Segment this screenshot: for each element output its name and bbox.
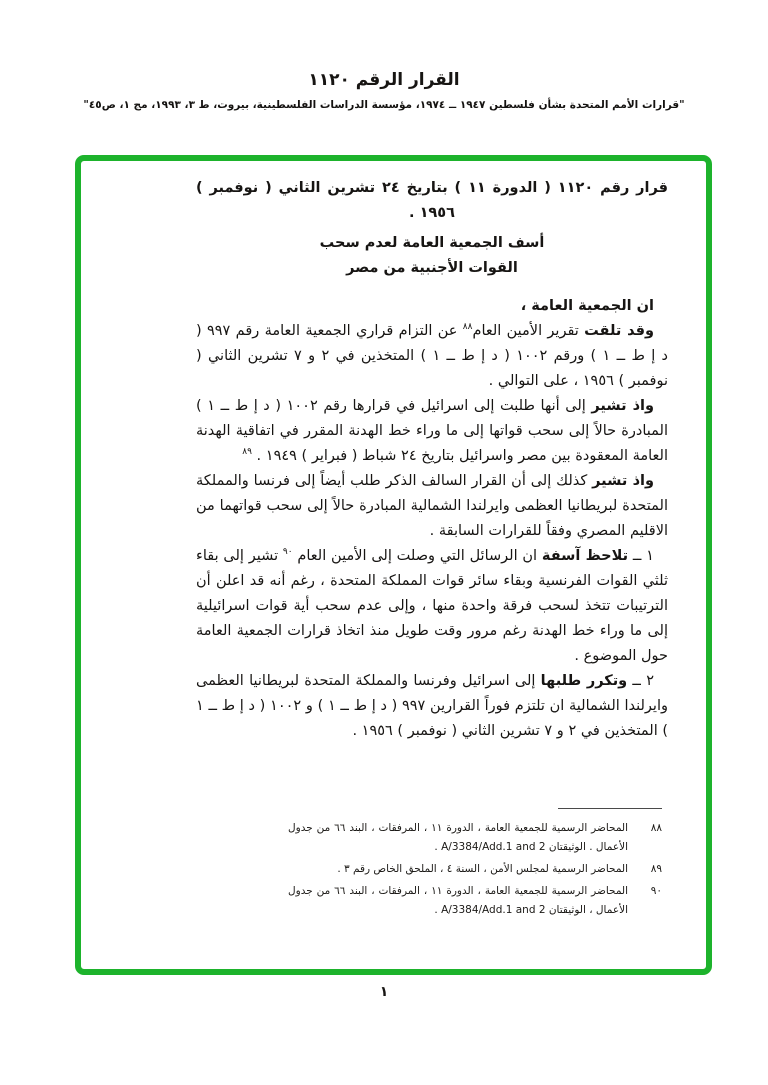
paragraph-text: ان الرسائل التي وصلت إلى الأمين العام [292,548,542,564]
item-number: ١ ــ [628,548,654,564]
footnote-number: ٩٠ [650,885,662,897]
footnote-ref-89: ٨٩ [242,447,252,458]
footnote-88 [288,819,662,857]
paragraph-recall-israel [196,394,668,469]
footnote-text: المحاضر الرسمية للجمعية العامة ، الدورة ١١ ، المرفقات ، البند ٦٦ من جدول الأعمال ، الوثيقتان A/3384/Add.1 and 2 . [288,885,629,916]
paragraph-text: إلى اسرائيل وفرنسا والمملكة المتحدة لبريطانيا العظمى وايرلندا الشمالية ان تلتزم فوراً القرارين ٩٩٧ ( د إ ط ــ ١ ) و ١٠٠٢ ( د إ ط ــ ١ ) المتخذين في ٢ و ٧ تشرين الثاني ( نوفمبر ) ١٩٥٦ . [196,673,668,739]
paragraph-recall-france-uk [196,469,668,544]
footnote-divider [558,808,662,809]
resolution-heading [196,176,668,226]
page-title: القرار الرقم ١١٢٠ [308,70,460,90]
footnote-ref-90: ٩٠ [282,547,293,558]
source-citation: "قرارات الأمم المتحدة بشأن فلسطين ١٩٤٧ ــ ١٩٧٤، مؤسسة الدراسات الفلسطينية، بيروت، ط ٣، ١٩٩٣، مج ١، ص٤٥" [83,99,685,111]
resolution-frame [75,155,712,975]
footnote-90 [288,882,662,920]
paragraph-text: إلى أنها طلبت إلى اسرائيل في قرارها رقم ١٠٠٢ ( د إ ط ــ ١ ) المبادرة حالاً إلى سحب قواتها إلى ما وراء خط الهدنة المقرر في اتفاقية الهدنة العامة المعقودة بين مصر واسرائيل بتاريخ ٢٤ شباط ( فبراير ) ١٩٤٩ . [196,398,668,464]
footnote-89 [288,860,662,879]
paragraph-text: تشير إلى بقاء ثلثي القوات الفرنسية وبقاء سائر قوات المملكة المتحدة ، رغم أنه قد اعلن أن الترتيبات تتخذ لسحب فرقة واحدة منها ، وإلى عدم سحب أية قوات اسرائيلية إلى ما وراء خط الهدنة رغم مرور وقت طويل منذ اتخاذ قرارات الجمعية العامة حول الموضوع . [196,548,668,664]
paragraph-text: تقرير الأمين العام [472,323,585,339]
paragraph-preamble-report [196,319,668,394]
footnotes-section [288,808,662,923]
paragraph-lead: واذ تشير [592,473,654,489]
paragraph-text: عن التزام قراري الجمعية العامة رقم ٩٩٧ ( د إ ط ــ ١ ) ورقم ١٠٠٢ ( د إ ط ــ ١ ) المتخذين في ٢ و ٧ تشرين الثاني ( نوفمبر ) ١٩٥٦ ، على التوالي . [196,323,668,389]
footnote-text: المحاضر الرسمية للجمعية العامة ، الدورة ١١ ، المرفقات ، البند ٦٦ من جدول الأعمال . الوثيقتان A/3384/Add.1 and 2 . [288,822,629,853]
paragraph-lead: وقد تلقت [584,323,654,339]
resolution-body [196,176,668,744]
footnote-number: ٨٩ [650,863,662,875]
paragraph-text: كذلك إلى أن القرار السالف الذكر طلب أيضاً إلى فرنسا والمملكة المتحدة لبريطانيا العظمى وايرلندا الشمالية المبادرة حالاً إلى سحب قواتهما من الاقليم المصري وفقاً للقرارات السابقة . [196,473,668,539]
paragraph-lead: وتكرر طلبها [540,673,628,689]
resolution-heading-line2: ١٩٥٦ . [409,205,455,221]
paragraph-preamble-opening [196,294,668,319]
preamble-opening-lead: ان الجمعية العامة ، [520,298,654,314]
paragraph-operative-1 [196,544,668,669]
footnote-number: ٨٨ [650,822,662,834]
paragraph-operative-2 [196,669,668,744]
document-header [0,0,768,111]
paragraph-lead: تلاحظ آسفة [541,548,629,564]
item-number: ٢ ــ [627,673,654,689]
page-number: ١ [379,984,389,1000]
resolution-subject [196,231,668,281]
resolution-subject-line2: القوات الأجنبية من مصر [346,260,518,276]
resolution-subject-line1: أسف الجمعية العامة لعدم سحب [319,235,545,251]
footnote-ref-88: ٨٨ [462,322,473,333]
resolution-heading-line1: قرار رقم ١١٢٠ ( الدورة ١١ ) بتاريخ ٢٤ تشرين الثاني ( نوفمبر ) [196,180,669,196]
paragraph-lead: واذ تشير [591,398,654,414]
footnote-text: المحاضر الرسمية لمجلس الأمن ، السنة ٤ ، الملحق الخاص رقم ٣ . [337,863,628,875]
